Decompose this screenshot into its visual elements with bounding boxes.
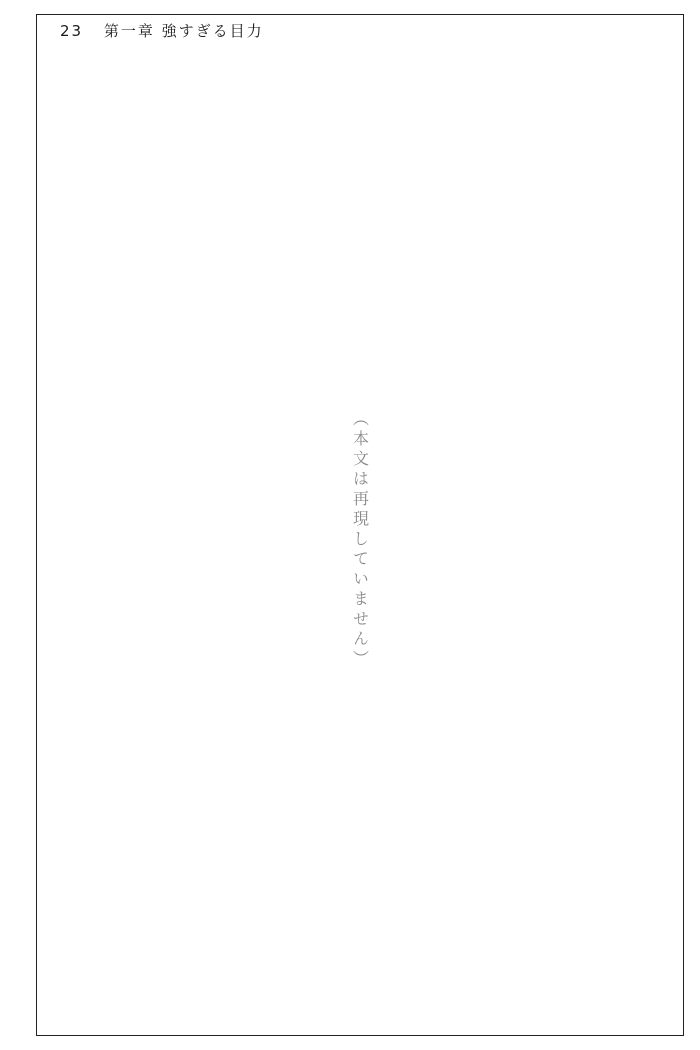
page-number: 23 <box>60 22 84 40</box>
chapter-title: 第一章 強すぎる目力 <box>103 22 264 40</box>
content-omitted-notice: （本文は再現していません） <box>350 410 370 670</box>
body-text-area <box>60 70 660 1010</box>
page-header <box>60 20 264 41</box>
